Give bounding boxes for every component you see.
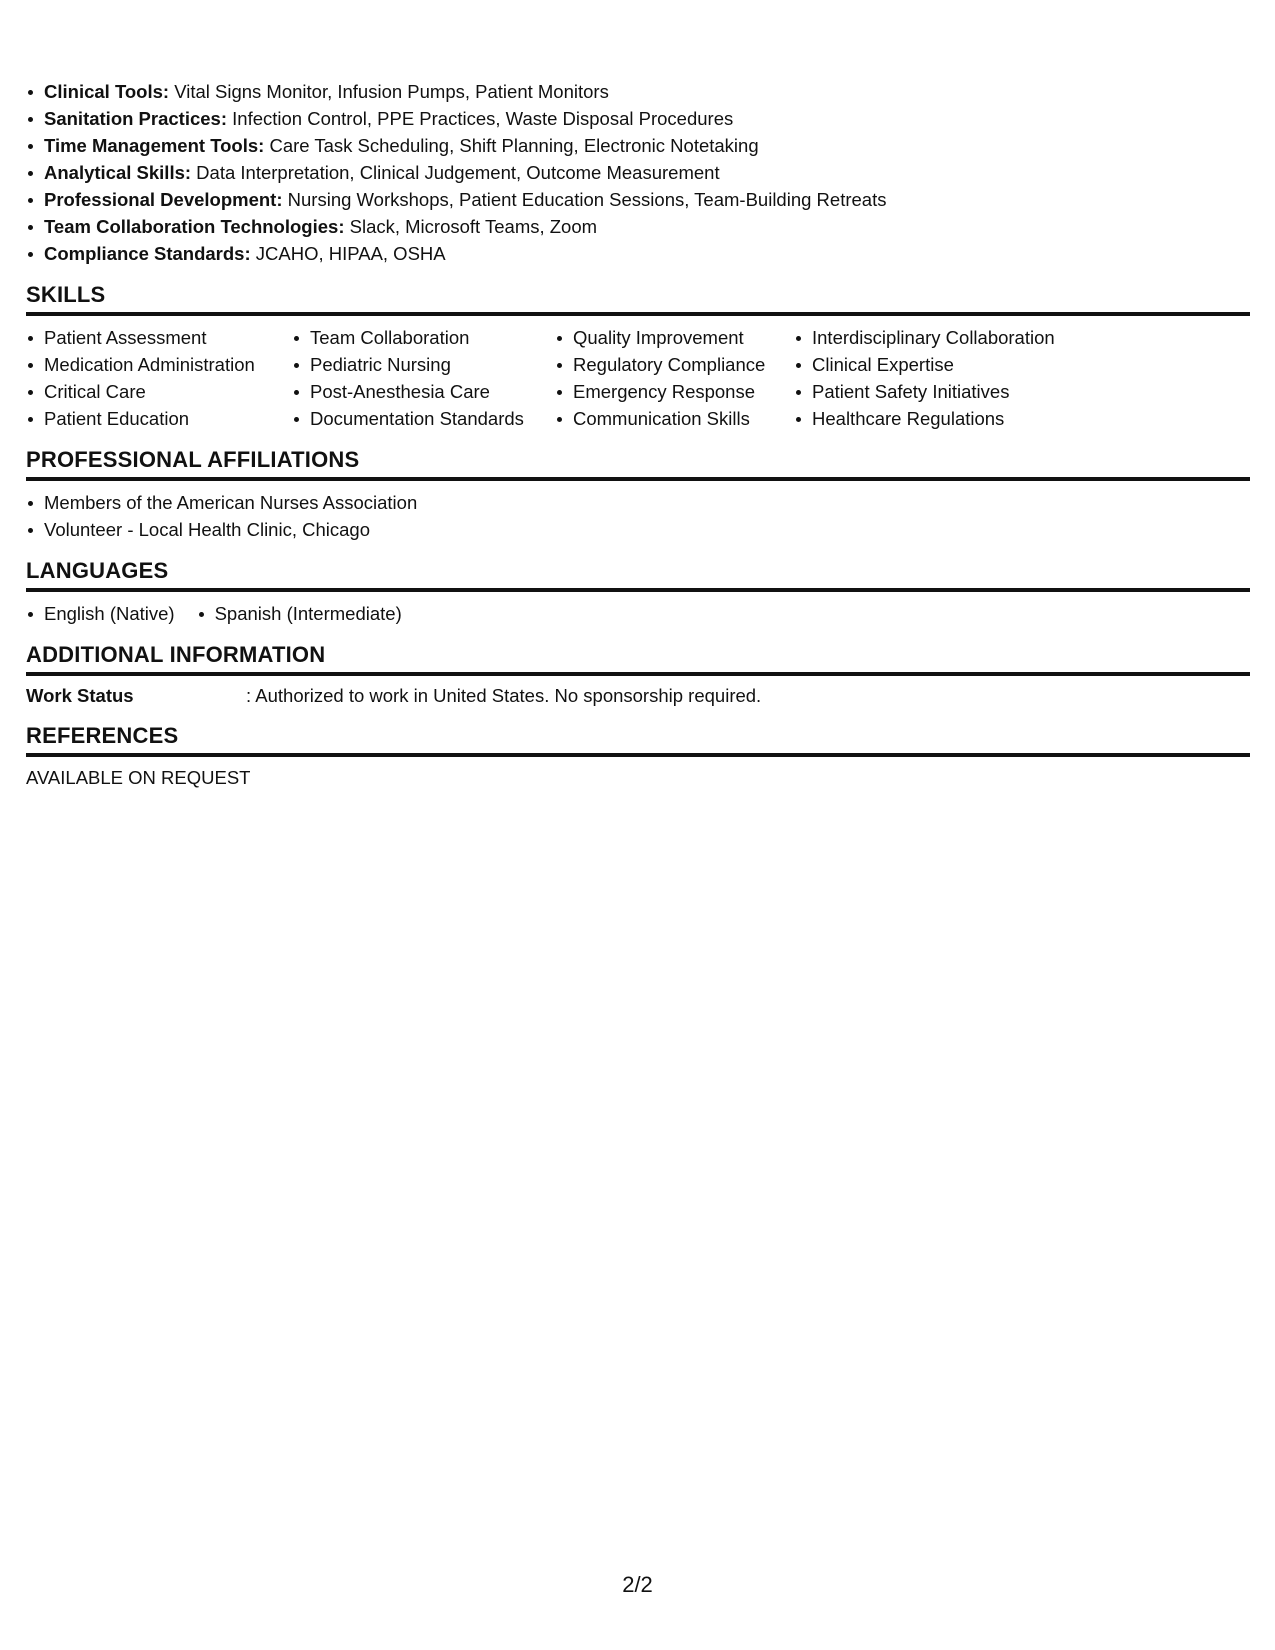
list-item bbox=[26, 78, 1250, 105]
skills-column bbox=[794, 324, 1094, 432]
work-status-value: : Authorized to work in United States. No sponsorship required. bbox=[246, 685, 762, 706]
language-item: Spanish (Intermediate) bbox=[197, 600, 402, 627]
work-status-row bbox=[26, 684, 1250, 708]
affiliations-section bbox=[26, 446, 1250, 543]
skills-grid bbox=[26, 324, 1250, 432]
tool-category-value: Vital Signs Monitor, Infusion Pumps, Patient Monitors bbox=[169, 81, 609, 102]
language-item: English (Native) bbox=[26, 600, 175, 627]
affiliations-list bbox=[26, 489, 1250, 543]
skill-item: Documentation Standards bbox=[292, 405, 555, 432]
skill-item: Post-Anesthesia Care bbox=[292, 378, 555, 405]
section-title-affiliations: PROFESSIONAL AFFILIATIONS bbox=[26, 446, 1250, 481]
skill-item: Clinical Expertise bbox=[794, 351, 1094, 378]
skills-column bbox=[555, 324, 794, 432]
tool-category-value: Nursing Workshops, Patient Education Sessions, Team-Building Retreats bbox=[282, 189, 887, 210]
skill-item: Regulatory Compliance bbox=[555, 351, 794, 378]
references-text: AVAILABLE ON REQUEST bbox=[26, 767, 251, 788]
skill-item: Emergency Response bbox=[555, 378, 794, 405]
affiliation-item: Volunteer - Local Health Clinic, Chicago bbox=[26, 516, 1250, 543]
skill-item: Communication Skills bbox=[555, 405, 794, 432]
tool-category-label: Analytical Skills: bbox=[44, 162, 192, 183]
tools-list bbox=[26, 78, 1250, 267]
skill-item: Interdisciplinary Collaboration bbox=[794, 324, 1094, 351]
skills-column bbox=[292, 324, 555, 432]
tool-category-value: Slack, Microsoft Teams, Zoom bbox=[344, 216, 598, 237]
section-title-additional-info: ADDITIONAL INFORMATION bbox=[26, 641, 1250, 676]
languages-section bbox=[26, 557, 1250, 627]
tool-category-label: Professional Development: bbox=[44, 189, 283, 210]
skills-section bbox=[26, 281, 1250, 432]
resume-page bbox=[26, 78, 1250, 791]
tool-category-label: Clinical Tools: bbox=[44, 81, 170, 102]
skill-item: Medication Administration bbox=[26, 351, 292, 378]
tool-category-label: Compliance Standards: bbox=[44, 243, 251, 264]
skills-column bbox=[26, 324, 292, 432]
section-title-languages: LANGUAGES bbox=[26, 557, 1250, 592]
skill-item: Healthcare Regulations bbox=[794, 405, 1094, 432]
list-item bbox=[26, 186, 1250, 213]
skill-item: Patient Assessment bbox=[26, 324, 292, 351]
list-item bbox=[26, 159, 1250, 186]
skill-item: Pediatric Nursing bbox=[292, 351, 555, 378]
skill-item: Patient Safety Initiatives bbox=[794, 378, 1094, 405]
skill-item: Team Collaboration bbox=[292, 324, 555, 351]
additional-info-section bbox=[26, 641, 1250, 708]
references-section bbox=[26, 722, 1250, 791]
list-item bbox=[26, 132, 1250, 159]
page-number: 2/2 bbox=[622, 1572, 653, 1597]
tool-category-label: Team Collaboration Technologies: bbox=[44, 216, 345, 237]
skill-item: Patient Education bbox=[26, 405, 292, 432]
list-item bbox=[26, 105, 1250, 132]
skill-item: Critical Care bbox=[26, 378, 292, 405]
tool-category-value: Infection Control, PPE Practices, Waste Disposal Procedures bbox=[227, 108, 734, 129]
work-status-label: Work Status bbox=[26, 685, 134, 706]
list-item bbox=[26, 213, 1250, 240]
tool-category-label: Sanitation Practices: bbox=[44, 108, 228, 129]
tool-category-label: Time Management Tools: bbox=[44, 135, 265, 156]
affiliation-item: Members of the American Nurses Association bbox=[26, 489, 1250, 516]
section-title-skills: SKILLS bbox=[26, 281, 1250, 316]
tool-category-value: JCAHO, HIPAA, OSHA bbox=[250, 243, 446, 264]
languages-list bbox=[26, 600, 1250, 627]
skill-item: Quality Improvement bbox=[555, 324, 794, 351]
tool-category-value: Data Interpretation, Clinical Judgement, Outcome Measurement bbox=[191, 162, 720, 183]
list-item bbox=[26, 240, 1250, 267]
tool-category-value: Care Task Scheduling, Shift Planning, Electronic Notetaking bbox=[264, 135, 759, 156]
section-title-references: REFERENCES bbox=[26, 722, 1250, 757]
